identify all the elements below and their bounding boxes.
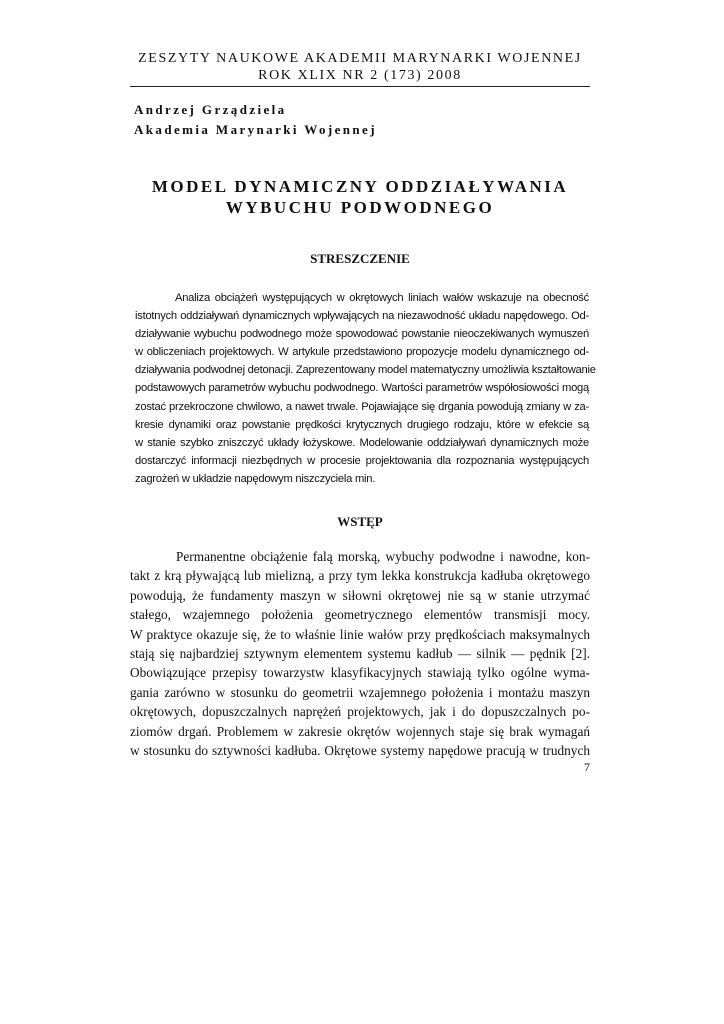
author-affiliation: Akademia Marynarki Wojennej — [134, 122, 377, 137]
abstract-line: zostać przekroczone chwilowo, a nawet trwale. Pojawiające się drgania powodują zmiany w za- — [135, 400, 589, 413]
abstract-line: Analiza obciążeń występujących w okrętowych liniach wałów wskazuje na obecność — [175, 292, 589, 304]
body-line: stałego, wzajemnego położenia geometrycznego elementów transmisji mocy. — [130, 607, 590, 623]
body-line: stają się najbardziej sztywnym elementem systemu kadłub — silnik — pędnik [2]. — [130, 646, 590, 662]
body-line: gania zarówno w stosunku do geometrii wzajemnego położenia i montażu maszyn — [130, 684, 590, 700]
author-name: Andrzej Grządziela — [134, 102, 287, 117]
abstract-line: w obliczeniach projektowych. W artykule przedstawiono propozycje modelu dynamicznego od- — [135, 346, 589, 359]
abstract-line: zagrożeń w układzie napędowym niszczyciela min. — [135, 472, 376, 485]
introduction-text — [130, 547, 590, 760]
body-line: ziomów drgań. Problemem w zakresie okrętów wojennych staje się brak wymagań — [130, 723, 590, 739]
abstract-line: dostarczyć informacji niezbędnych w procesie projektowania dla rozpoznania występujących — [135, 454, 589, 467]
journal-header — [130, 50, 590, 84]
header-rule — [130, 86, 590, 87]
journal-name: ZESZYTY NAUKOWE AKADEMII MARYNARKI WOJENNEJ — [138, 51, 582, 66]
body-line: W praktyce okazuje się, że to właśnie linie wałów przy prędkościach maksymalnych — [130, 626, 590, 642]
abstract-line: działywania podwodnej detonacji. Zaprezentowany model matematyczny umożliwia kształtowanie — [135, 364, 596, 377]
abstract-line: istotnych oddziaływań dynamicznych wpływających na niezawodność układu napędowego. Od- — [135, 310, 589, 323]
body-line: Obowiązujące przepisy towarzystw klasyfikacyjnych stawiają tylko ogólne wyma- — [130, 665, 590, 681]
body-line: takt z krą pływającą lub mielizną, a przy tym lekka konstrukcja kadłuba okrętowego — [130, 568, 590, 584]
abstract-line: podstawowych parametrów wybuchu podwodnego. Wartości parametrów współosiowości mogą — [135, 382, 589, 395]
title-line-2: WYBUCHU PODWODNEGO — [225, 198, 495, 217]
abstract-line: kresie dynamiki oraz powstanie prędkości krytycznych drugiego rodzaju, które w efekcie są — [135, 418, 589, 431]
body-line: Permanentne obciążenie falą morską, wybuchy podwodne i nawodne, kon- — [176, 549, 590, 564]
abstract-line: w stanie szybko zniszczyć układy łożyskowe. Modelowanie oddziaływań dynamicznych może — [135, 436, 589, 449]
title-line-1: MODEL DYNAMICZNY ODDZIAŁYWANIA — [151, 177, 569, 196]
body-line: okrętowych, dopuszczalnych naprężeń projektowych, jak i do dopuszczalnych po- — [130, 704, 590, 720]
page-number: 7 — [584, 760, 590, 774]
body-line: w stosunku do sztywności kadłuba. Okrętowe systemy napędowe pracują w trudnych — [130, 743, 590, 759]
body-line: powodują, że fundamenty maszyn w siłowni okrętowej nie są w stanie utrzymać — [130, 587, 590, 603]
abstract-heading: STRESZCZENIE — [310, 251, 410, 266]
author-block — [134, 100, 377, 140]
journal-issue: ROK XLIX NR 2 (173) 2008 — [258, 68, 462, 83]
abstract-text — [135, 289, 596, 488]
abstract-line: działywanie wybuchu podwodnego może spowodować powstanie nieoczekiwanych wymuszeń — [135, 328, 589, 341]
introduction-heading: WSTĘP — [337, 514, 383, 529]
paper-title — [130, 176, 590, 218]
